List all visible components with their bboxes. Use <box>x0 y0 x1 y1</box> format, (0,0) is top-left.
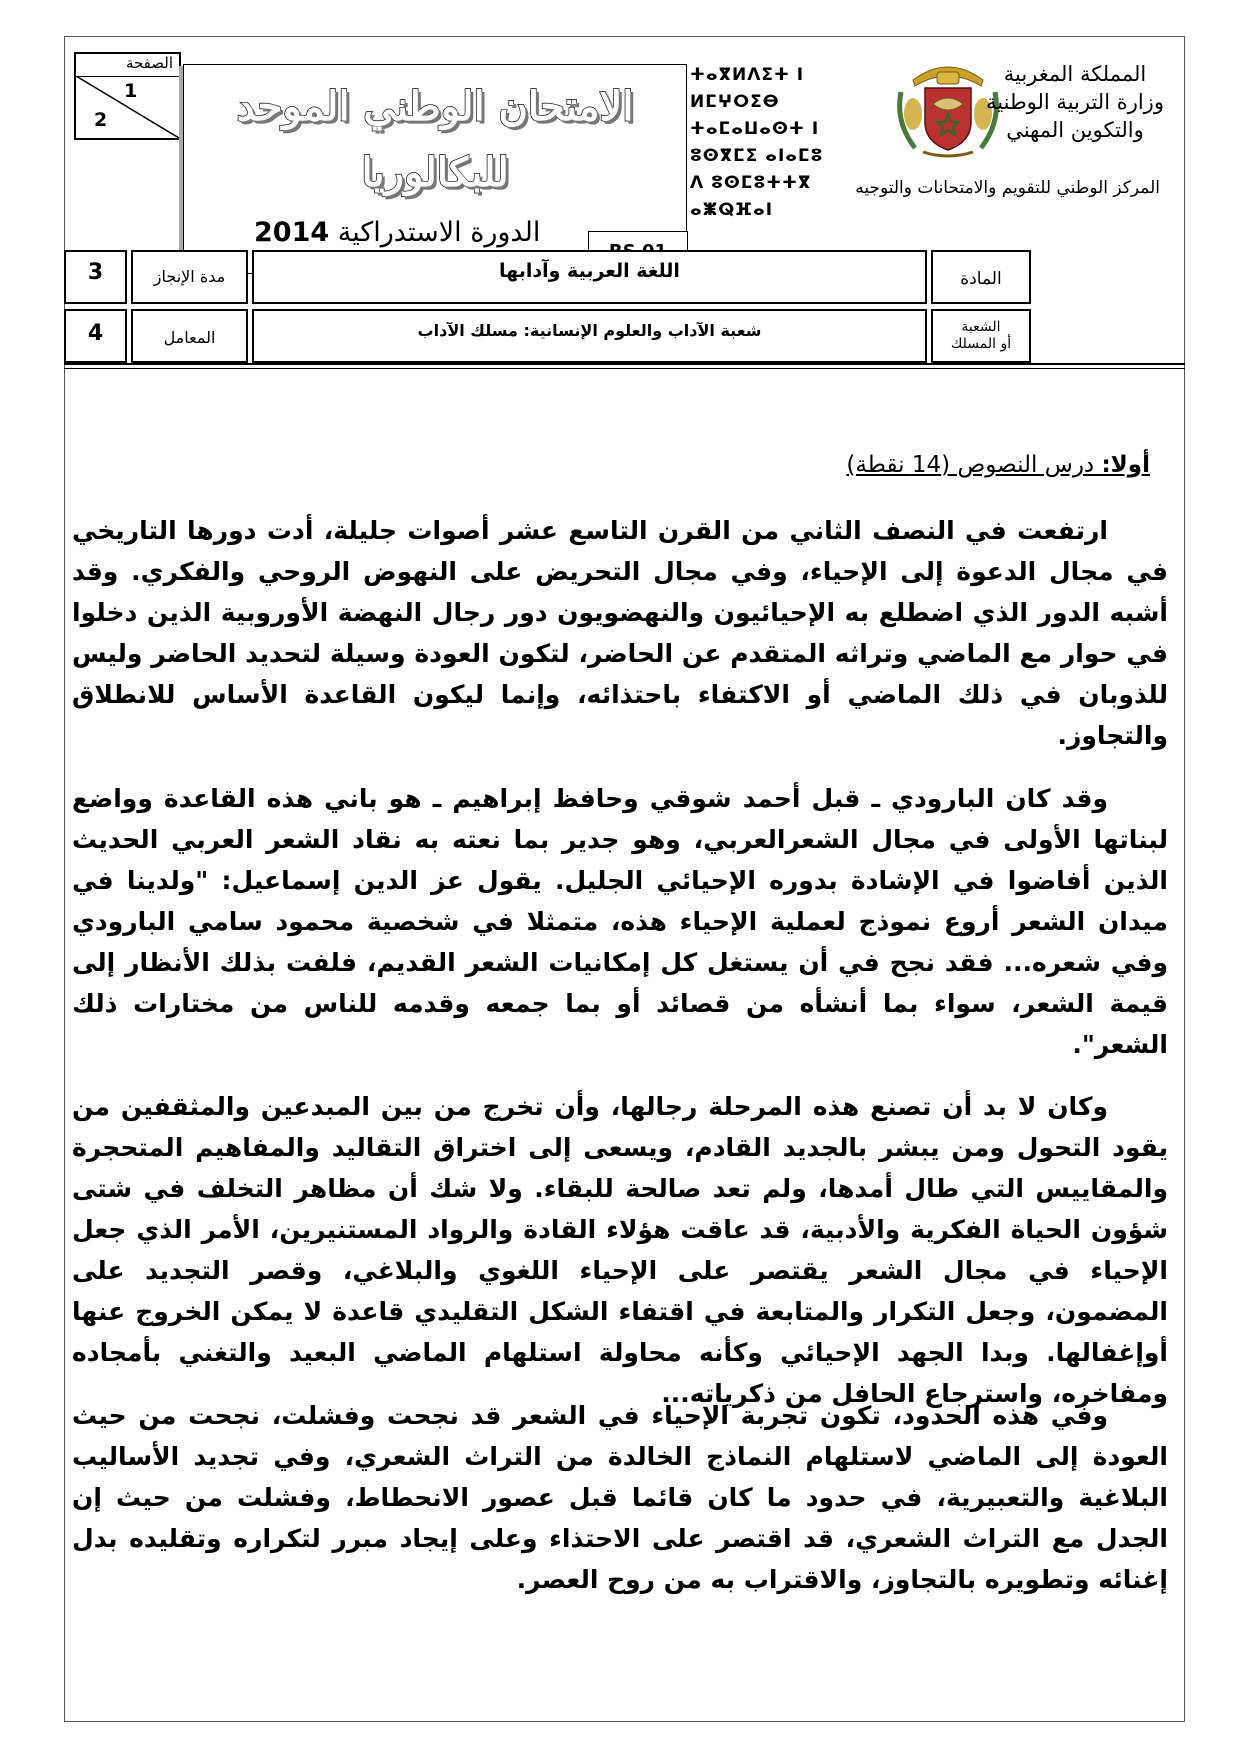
duration-value-cell <box>64 250 127 304</box>
exam-session <box>254 217 540 248</box>
branch-cell <box>252 309 927 363</box>
session-text: الدورة الاستدراكية <box>337 217 541 248</box>
coefficient-value: 4 <box>87 321 104 346</box>
coefficient-label-cell <box>131 309 248 363</box>
subject-label: المادة <box>960 269 1002 289</box>
section-prefix: أولا: <box>1101 452 1150 478</box>
duration-label: مدة الإنجاز <box>153 267 226 286</box>
duration-value: 3 <box>87 260 104 285</box>
section-title: درس النصوص (14 نقطة) <box>846 452 1102 478</box>
tifinagh-line-1: ⵜⴰⴳⵍⴷⵉⵜ ⵏ ⵍⵎⵖⵔⵉⴱ <box>690 65 805 112</box>
subject-name: اللغة العربية وآدابها <box>499 260 680 282</box>
tifinagh-line-2: ⵜⴰⵎⴰⵡⴰⵙⵜ ⵏ ⵓⵙⴳⵎⵉ ⴰⵏⴰⵎⵓ <box>690 119 824 166</box>
tifinagh-line-3: ⴷ ⵓⵙⵎⵓⵜⵜⴳ ⴰⵥⵕⴼⴰⵏ <box>690 173 812 220</box>
page-current: 1 <box>124 80 138 102</box>
page-label: الصفحة <box>125 54 173 72</box>
section-heading <box>846 452 1150 478</box>
tifinagh-header <box>690 62 890 224</box>
evaluation-center: المركز الوطني للتقويم والامتحانات والتوجيه <box>855 178 1160 198</box>
duration-label-cell <box>131 250 248 304</box>
paragraph-1: ارتفعت في النصف الثاني من القرن التاسع عشر أصوات جليلة، أدت دورها التاريخي في مجال الدعوة إلى الإحياء، وفي مجال التحريض على النهوض الروحي والفكري. وقد أشبه الدور الذي اضطلع به الإحيائيون والنهضويون دور رجال النهضة الأوروبية الذين دخلوا في حوار مع الماضي وتراثه المتقدم عن الحاضر، لتكون العودة وسيلة لتحديد الحاضر وليس للذوبان في ذلك الماضي أو الاكتفاء باحتذائه، وإنما ليكون القاعدة الأساس للانطلاق والتجاوز. <box>72 516 1168 750</box>
ministry-name-2: والتكوين المهني <box>1006 118 1144 142</box>
branch-label-cell <box>931 309 1031 363</box>
paragraph-4: وفي هذه الحدود، تكون تجربة الإحياء في الشعر قد نجحت وفشلت، نجحت من حيث العودة إلى الماضي لاستلهام النماذج الخالدة من التراث الشعري، وفي تجديد الأساليب البلاغية والتعبيرية، في حدود ما كان قائما قبل عصور الانحطاط، وفشلت من حيث إن الجدل مع التراث الشعري، قد اقتصر على الاحتذاء وعلى إيجاد مبرر لتكراره وتقليده بدل إغنائه وتطويره بالتجاوز، والاقتراب به من روح العصر. <box>72 1401 1168 1594</box>
branch-name: شعبة الآداب والعلوم الإنسانية: مسلك الآداب <box>417 321 762 340</box>
subject-cell <box>252 250 927 304</box>
exam-title-sub: للبكالوريا <box>361 149 509 196</box>
page-total: 2 <box>94 109 108 131</box>
paragraph-2: وقد كان البارودي ـ قبل أحمد شوقي وحافظ إبراهيم ـ هو باني هذه القاعدة وواضع لبناتها الأولى في مجال الشعرالعربي، وهو جدير بما نعته به نقاد الشعر العربي الحديث الذين أفاضوا في الإشادة بدوره الإحيائي الجليل. يقول عز الدين إسماعيل: "ولدينا في ميدان الشعر أروع نموذج لعملية الإحياء هذه، متمثلا في شخصية محمود سامي البارودي وفي شعره... فقد نجح في أن يستغل كل إمكانيات الشعر القديم، فلفت بذلك الأنظار إلى قيمة الشعر، سواء بما أنشأه من قصائد أو بما جمعه وقدمه للناس من مختارات ذلك الشعر". <box>72 784 1168 1059</box>
paragraph-3: وكان لا بد أن تصنع هذه المرحلة رجالها، وأن تخرج من بين المبدعين والمثقفين من يقود التحول ومن يبشر بالجديد القادم، ويسعى إلى اختراق التقاليد والمفاهيم المتحجرة والمقاييس التي طال أمدها، ولم تعد صالحة للبقاء. ولا شك أن مظاهر التخلف في شتى شؤون الحياة الفكرية والأدبية، قد عاقت هؤلاء القادة والرواد المستنيرين، الأمر الذي جعل الإحياء في مجال الشعر يقتصر على الإحياء اللغوي والبلاغي، وقصر التجديد على المضمون، وجعل التكرار والمتابعة في اقتفاء الشكل التقليدي قاعدة لا يمكن الخروج عنها أوإغفالها. وبدا الجهد الإحيائي وكأنه محاولة استلهام الماضي البعيد والتغني بأمجاده ومفاخره، واسترجاع الحافل من ذكرياته... <box>72 1092 1168 1408</box>
header-rule <box>64 363 1185 365</box>
ministry-header <box>970 60 1180 144</box>
coefficient-label: المعامل <box>163 328 216 347</box>
session-year: 2014 <box>254 217 330 248</box>
header-rule-thin <box>64 368 1185 369</box>
page-number-box <box>74 52 181 140</box>
branch-label-2: أو المسلك <box>950 336 1012 352</box>
exam-title: الامتحان الوطني الموحد <box>236 83 634 130</box>
coefficient-value-cell <box>64 309 127 363</box>
subject-label-cell <box>931 250 1031 304</box>
branch-label: الشعبة <box>961 319 1001 335</box>
ministry-name: وزارة التربية الوطنية <box>986 90 1164 114</box>
kingdom-name: المملكة المغربية <box>1003 62 1147 86</box>
